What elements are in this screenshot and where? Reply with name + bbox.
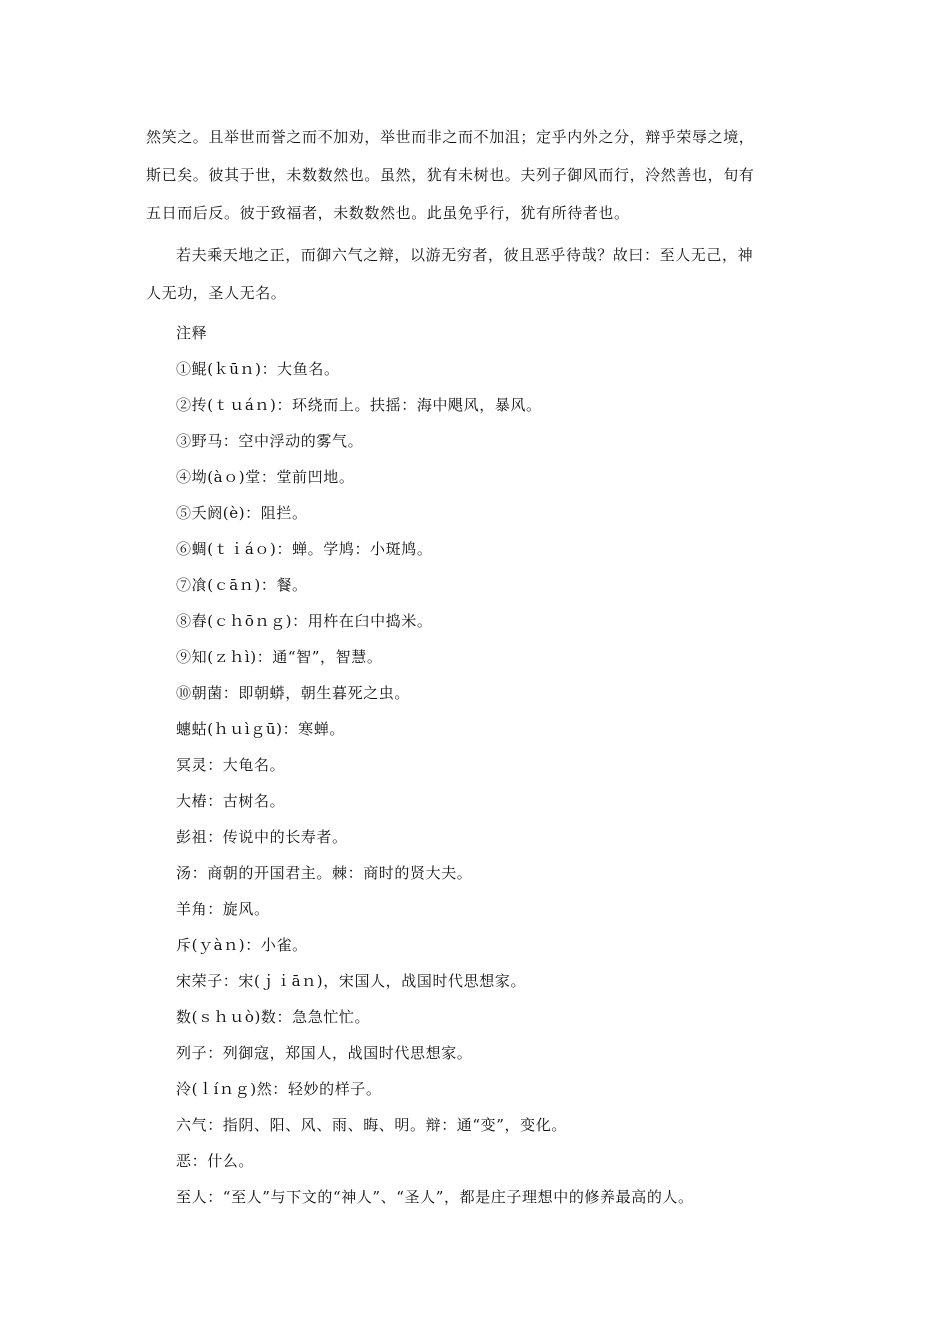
note-item: 恶：什么。 xyxy=(176,1152,255,1170)
note-item: 列子：列御寇，郑国人，战国时代思想家。 xyxy=(176,1044,473,1062)
note-item: ⑥蜩(ｔｉáｏ)：蝉。学鸠：小斑鸠。 xyxy=(176,540,433,558)
note-item: ③野马：空中浮动的雾气。 xyxy=(176,432,364,450)
paragraph-continuation xyxy=(146,118,810,232)
note-item: ④坳(àｏ)堂：堂前凹地。 xyxy=(176,468,355,486)
text-line: 五日而后反。彼于致福者，未数数然也。此虽免乎行，犹有所待者也。 xyxy=(146,204,630,222)
text-line: 若夫乘天地之正，而御六气之辩，以游无穷者，彼且恶乎待哉？故曰：至人无己，神 xyxy=(176,246,754,264)
paragraph-conclusion xyxy=(146,236,810,312)
text-line: 斯已矣。彼其于世，未数数然也。虽然，犹有未树也。夫列子御风而行，泠然善也，旬有 xyxy=(146,166,755,184)
note-item: 冥灵：大龟名。 xyxy=(176,756,286,774)
text-line: 人无功，圣人无名。 xyxy=(146,284,287,302)
note-item: ②抟(ｔｕáｎ)：环绕而上。扶摇：海中飓风，暴风。 xyxy=(176,396,542,414)
notes-list xyxy=(176,357,694,1221)
note-item: 宋荣子：宋(ｊｉāｎ)，宋国人，战国时代思想家。 xyxy=(176,972,527,990)
note-item: 彭祖：传说中的长寿者。 xyxy=(176,828,348,846)
note-item: 数(ｓｈｕò)数：急急忙忙。 xyxy=(176,1008,371,1026)
note-item: ⑧舂(ｃｈōｎｇ)：用杵在臼中捣米。 xyxy=(176,612,433,630)
note-item: 六气：指阴、阳、风、雨、晦、明。辩：通“变”，变化。 xyxy=(176,1116,567,1134)
notes-heading: 注释 xyxy=(176,324,208,342)
note-item: 大椿：古树名。 xyxy=(176,792,286,810)
note-item: ⑩朝菌：即朝蟒，朝生暮死之虫。 xyxy=(176,684,411,702)
note-item: 至人：“至人”与下文的“神人”、“圣人”，都是庄子理想中的修养最高的人。 xyxy=(176,1188,694,1206)
note-item: 羊角：旋风。 xyxy=(176,900,270,918)
note-item: 斥(ｙàｎ)：小雀。 xyxy=(176,936,308,954)
note-item: 蟪蛄(ｈｕìｇū)：寒蝉。 xyxy=(176,720,345,738)
note-item: ⑦飡(ｃāｎ)：餐。 xyxy=(176,576,308,594)
note-item: ⑨知(ｚｈì)：通“智”，智慧。 xyxy=(176,648,383,666)
note-item: ①鲲(ｋūｎ)：大鱼名。 xyxy=(176,360,340,378)
note-item: ⑤夭阏(è)：阻拦。 xyxy=(176,504,308,522)
note-item: 汤：商朝的开国君主。棘：商时的贤大夫。 xyxy=(176,864,473,882)
note-item: 泠(ｌíｎｇ)然：轻妙的样子。 xyxy=(176,1080,382,1098)
text-line: 然笑之。且举世而誉之而不加劝，举世而非之而不加沮；定乎内外之分，辩乎荣辱之境， xyxy=(146,128,755,146)
